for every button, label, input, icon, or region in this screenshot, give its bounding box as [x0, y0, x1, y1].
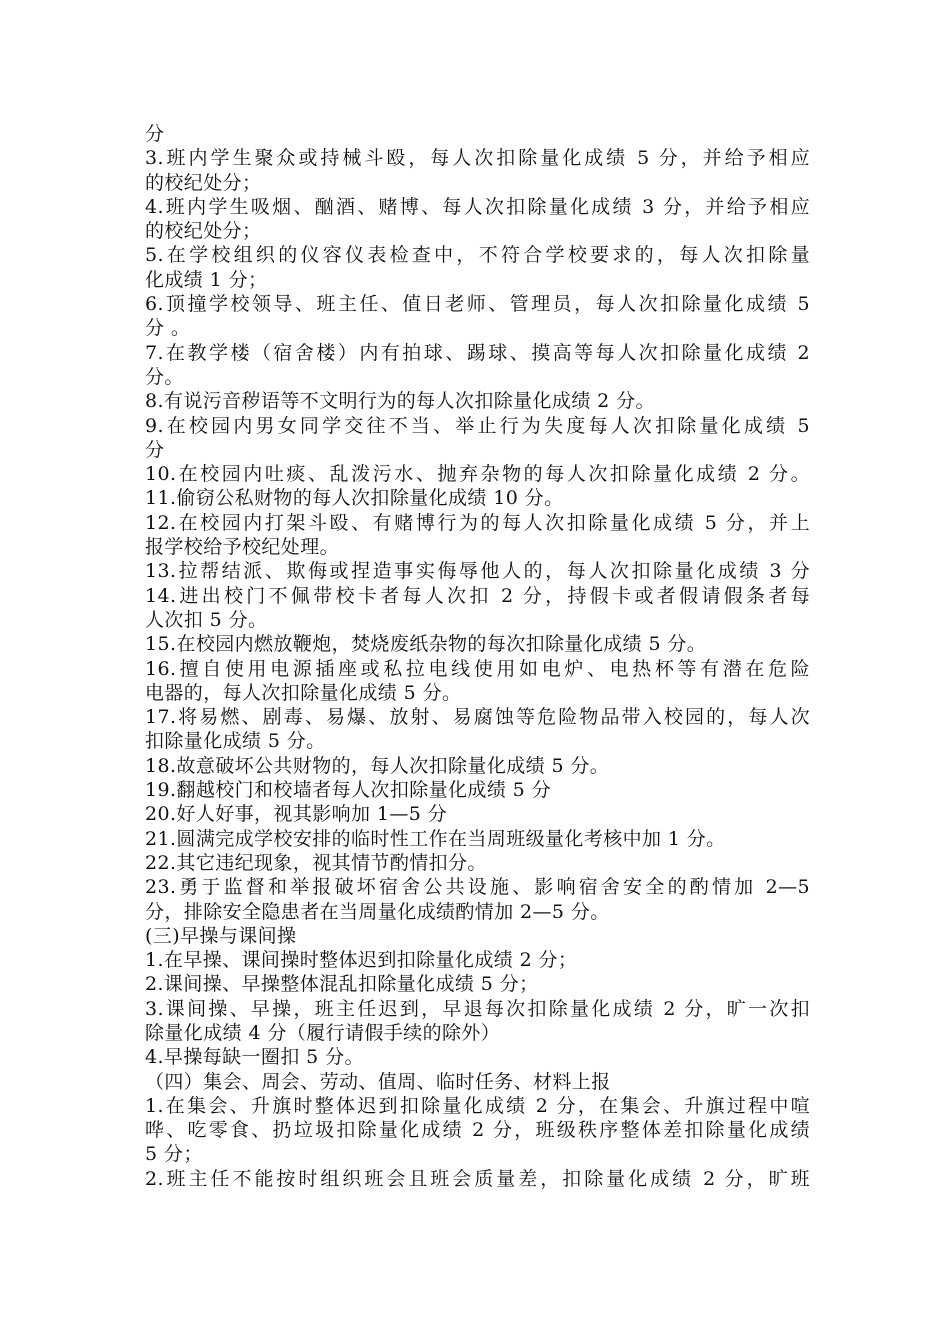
text-line: 20.好人好事，视其影响加 1—5 分	[145, 803, 448, 826]
text-line: 4.早操每缺一圈扣 5 分。	[145, 1046, 364, 1069]
text-line: 9.在校园内男女同学交往不当、举止行为失度每人次扣除量化成绩 5	[145, 414, 810, 437]
text-line: 10.在校园内吐痰、乱泼污水、抛弃杂物的每人次扣除量化成绩 2 分。	[145, 463, 810, 486]
text-line: 4.班内学生吸烟、酗酒、赌博、每人次扣除量化成绩 3 分，并给予相应	[145, 195, 810, 218]
text-line: 5.在学校组织的仪容仪表检查中，不符合学校要求的，每人次扣除量	[145, 244, 810, 267]
text-line: 19.翻越校门和校墙者每人次扣除量化成绩 5 分	[145, 779, 551, 802]
text-line: 的校纪处分；	[145, 171, 262, 194]
text-line: 23.勇于监督和举报破坏宿舍公共设施、影响宿舍安全的酌情加 2—5	[145, 876, 810, 899]
text-line: 15.在校园内燃放鞭炮，焚烧废纸杂物的每次扣除量化成绩 5 分。	[145, 633, 707, 656]
text-line: 22.其它违纪现象，视其情节酌情扣分。	[145, 851, 487, 874]
text-line: 16.擅自使用电源插座或私拉电线使用如电炉、电热杯等有潜在危险	[145, 657, 810, 680]
text-line: 18.故意破坏公共财物的，每人次扣除量化成绩 5 分。	[145, 754, 610, 777]
text-line: 13.拉帮结派、欺侮或捏造事实侮辱他人的，每人次扣除量化成绩 3 分	[145, 560, 810, 583]
text-line: 7.在教学楼（宿舍楼）内有拍球、踢球、摸高等每人次扣除量化成绩 2	[145, 341, 810, 364]
text-line: 分，排除安全隐患者在当周量化成绩酌情加 2—5 分。	[145, 900, 610, 923]
text-line: 17.将易燃、剧毒、易爆、放射、易腐蚀等危险物品带入校园的，每人次	[145, 706, 810, 729]
text-line: 分 。	[145, 317, 191, 340]
text-line: 1.在早操、课间操时整体迟到扣除量化成绩 2 分；	[145, 949, 578, 972]
text-line: 14.进出校门不佩带校卡者每人次扣 2 分，持假卡或者假请假条者每	[145, 584, 810, 607]
text-line: 2.班主任不能按时组织班会且班会质量差，扣除量化成绩 2 分，旷班	[145, 1167, 810, 1190]
text-line: 分	[145, 123, 165, 145]
text-line: 2.课间操、早操整体混乱扣除量化成绩 5 分；	[145, 973, 539, 996]
text-line: 分	[145, 438, 165, 461]
text-line: （四）集会、周会、劳动、值周、临时任务、材料上报	[145, 1070, 611, 1093]
text-line: 电器的，每人次扣除量化成绩 5 分。	[145, 681, 462, 704]
text-line: 11.偷窃公私财物的每人次扣除量化成绩 10 分。	[145, 487, 564, 510]
text-line: 除量化成绩 4 分（履行请假手续的除外）	[145, 1021, 501, 1044]
text-line: 12.在校园内打架斗殴、有赌博行为的每人次扣除量化成绩 5 分，并上	[145, 511, 810, 534]
text-line: 人次扣 5 分。	[145, 608, 268, 631]
text-line: 报学校给予校纪处理。	[145, 536, 340, 559]
text-line: 21.圆满完成学校安排的临时性工作在当周班级量化考核中加 1 分。	[145, 827, 726, 850]
text-line: 化成绩 1 分；	[145, 268, 268, 291]
text-line: 3.班内学生聚众或持械斗殴，每人次扣除量化成绩 5 分，并给予相应	[145, 147, 810, 170]
text-line: 哗、吃零食、扔垃圾扣除量化成绩 2 分，班级秩序整体差扣除量化成绩	[145, 1119, 810, 1142]
text-line: 1.在集会、升旗时整体迟到扣除量化成绩 2 分，在集会、升旗过程中喧	[145, 1094, 810, 1117]
text-line: 扣除量化成绩 5 分。	[145, 730, 326, 753]
text-line: 8.有说污音秽语等不文明行为的每人次扣除量化成绩 2 分。	[145, 390, 655, 413]
text-line: 6.顶撞学校领导、班主任、值日老师、管理员，每人次扣除量化成绩 5	[145, 293, 810, 316]
text-line: 5 分；	[145, 1143, 203, 1166]
text-line: 3.课间操、早操，班主任迟到，早退每次扣除量化成绩 2 分，旷一次扣	[145, 997, 810, 1020]
text-line: 分。	[145, 365, 184, 388]
text-line: (三)早操与课间操	[145, 924, 297, 947]
document-page	[145, 122, 810, 1191]
text-line: 的校纪处分；	[145, 220, 262, 243]
